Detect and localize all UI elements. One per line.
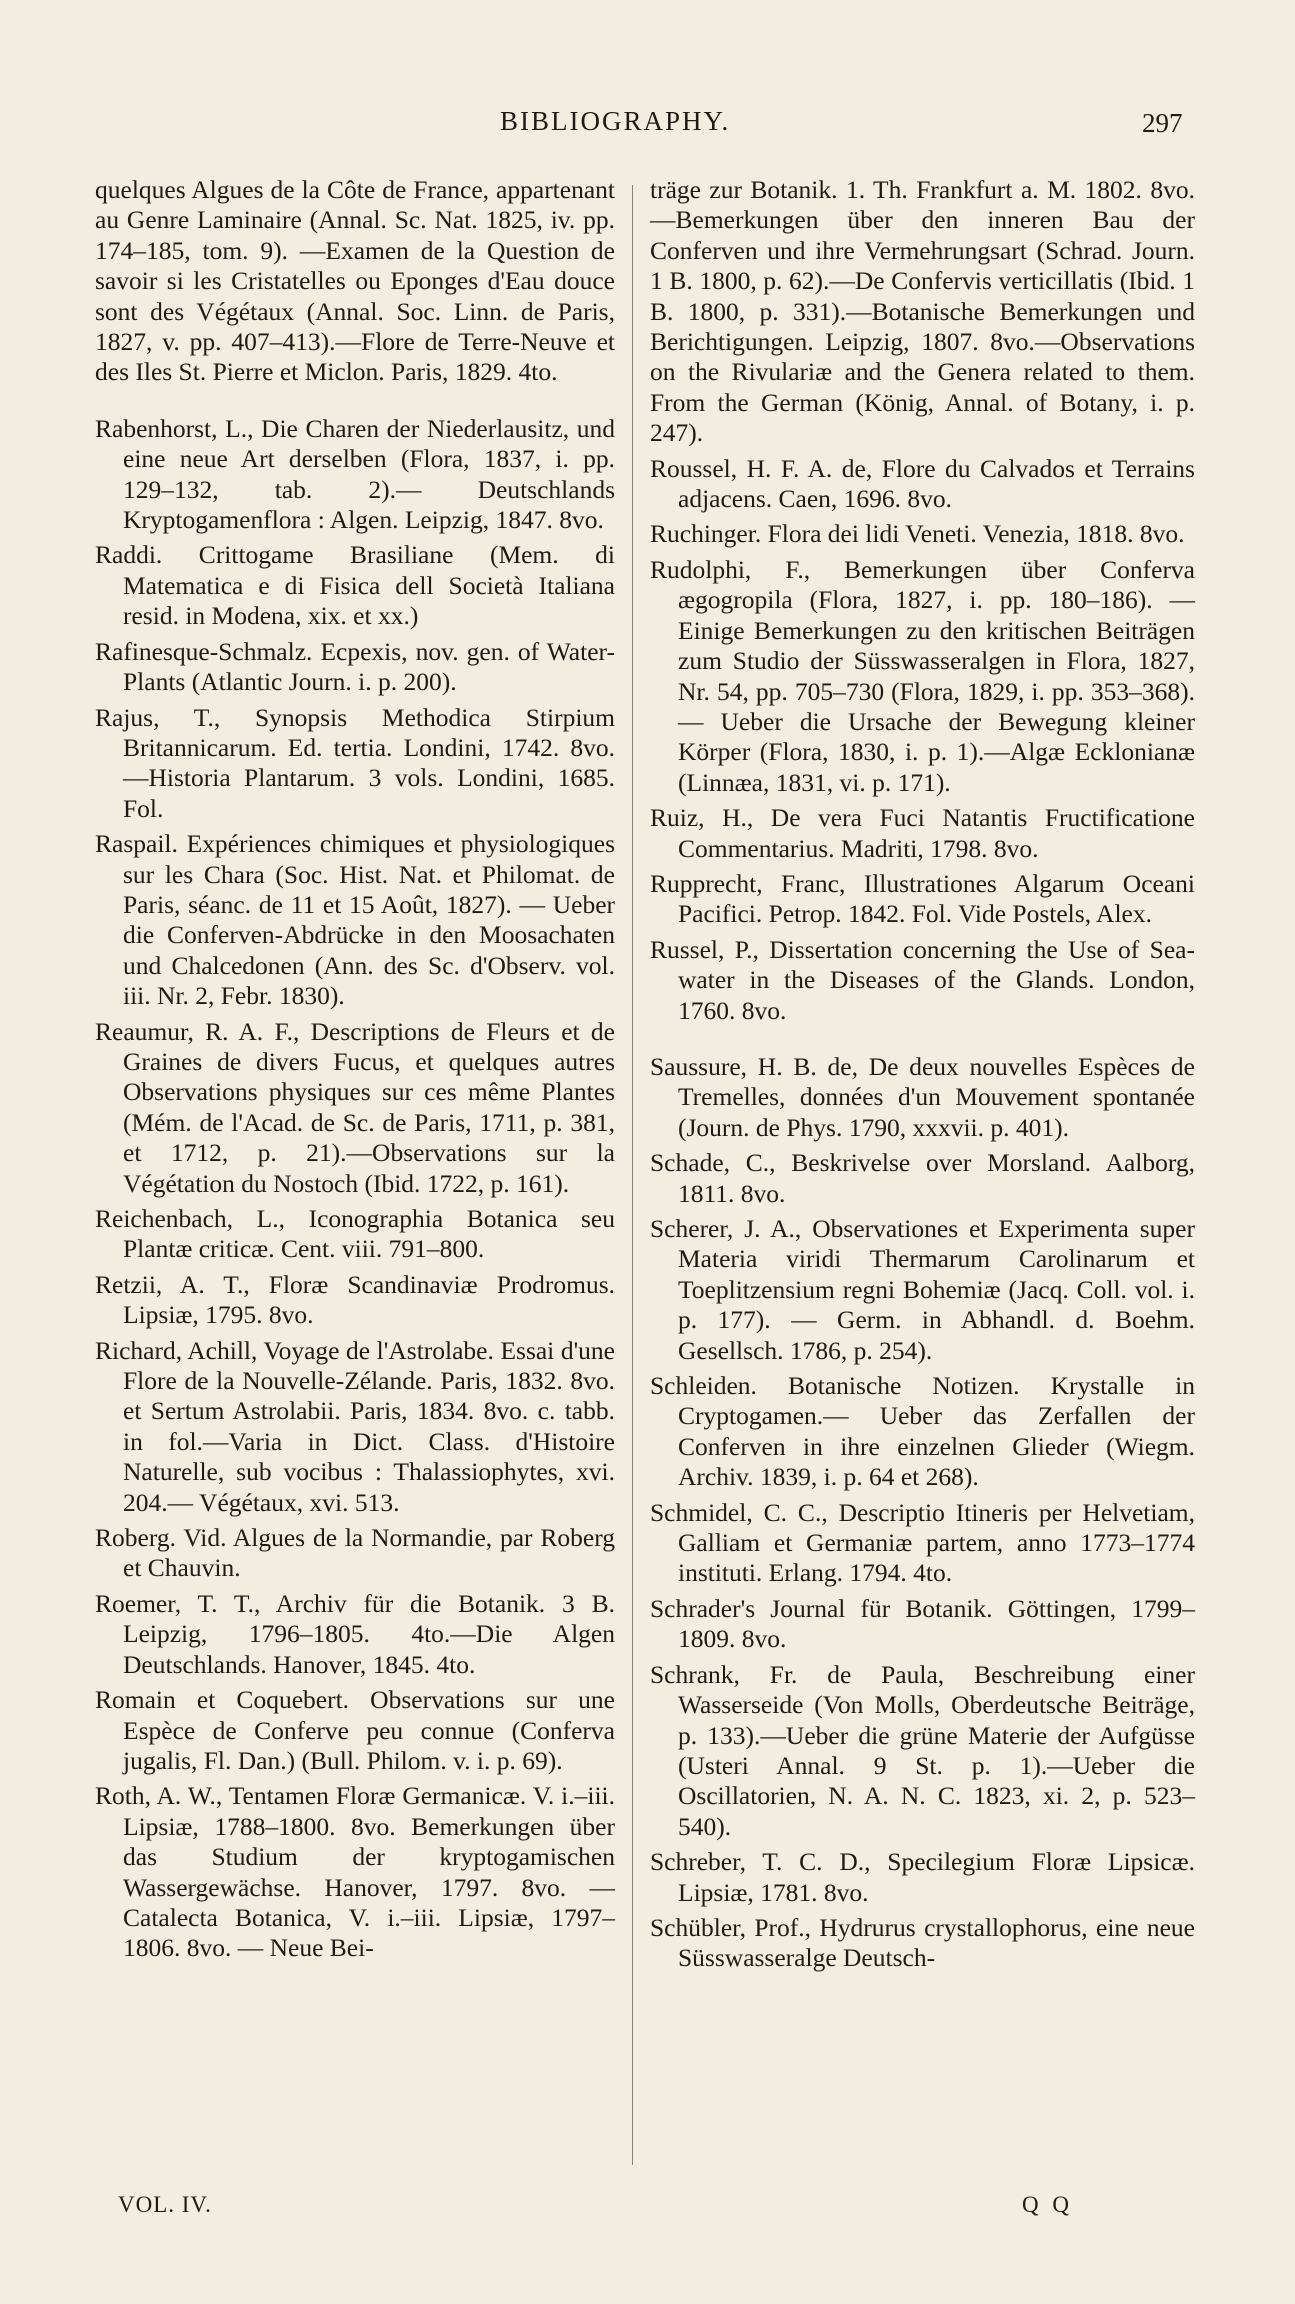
page-number: 297 bbox=[1142, 108, 1183, 138]
right-column bbox=[650, 175, 1195, 1979]
bibliography-entry: Reichenbach, L., Iconographia Botanica seu Plantæ criticæ. Cent. viii. 791–800. bbox=[95, 1204, 615, 1264]
bibliography-entry: Schrader's Journal für Botanik. Göttingen, 1799–1809. 8vo. bbox=[650, 1593, 1195, 1654]
bibliography-entry: Rabenhorst, L., Die Charen der Niederlausitz, und eine neue Art derselben (Flora, 1837, i. pp. 129–132, tab. 2).— Deutschlands Kryptogamenflora : Algen. Leipzig, 1847. 8vo. bbox=[95, 413, 615, 535]
bibliography-entry: Rafinesque-Schmalz. Ecpexis, nov. gen. of Water-Plants (Atlantic Journ. i. p. 200). bbox=[95, 636, 615, 697]
bibliography-entry: Schrank, Fr. de Paula, Beschreibung einer Wasserseide (Von Molls, Oberdeutsche Beiträge, p. 133).—Ueber die grüne Materie der Aufgüsse (Usteri Annal. 9 St. p. 1).—Ueber die Oscillatorien, N. A. N. C. 1823, xi. 2, p. 523–540). bbox=[650, 1659, 1195, 1841]
sheet-signature: Q Q bbox=[1022, 2192, 1073, 2217]
bibliography-entry: Rupprecht, Franc, Illustrationes Algarum Oceani Pacifici. Petrop. 1842. Fol. Vide Postels, Alex. bbox=[650, 868, 1195, 929]
page-footer bbox=[0, 2192, 1295, 2232]
bibliography-entry: Roth, A. W., Tentamen Floræ Germanicæ. V. i.–iii. Lipsiæ, 1788–1800. 8vo. Bemerkungen über das Studium der kryptogamischen Wassergewächse. Hanover, 1797. 8vo. —Catalecta Botanica, V. i.–iii. Lipsiæ, 1797–1806. 8vo. — Neue Bei- bbox=[95, 1781, 615, 1963]
bibliography-entry: Ruiz, H., De vera Fuci Natantis Fructificatione Commentarius. Madriti, 1798. 8vo. bbox=[650, 803, 1195, 863]
bibliography-entry: Saussure, H. B. de, De deux nouvelles Espèces de Tremelles, données d'un Mouvement spontanée (Journ. de Phys. 1790, xxxvii. p. 401). bbox=[650, 1051, 1195, 1142]
page-title: BIBLIOGRAPHY. bbox=[500, 106, 731, 136]
bibliography-entry: Roemer, T. T., Archiv für die Botanik. 3 B. Leipzig, 1796–1805. 4to.—Die Algen Deutschlands. Hanover, 1845. 4to. bbox=[95, 1588, 615, 1679]
bibliography-entry: träge zur Botanik. 1. Th. Frankfurt a. M. 1802. 8vo.—Bemerkungen über den inneren Bau der Conferven und ihre Vermehrungsart (Schrad. Journ. 1 B. 1800, p. 62).—De Confervis verticillatis (Ibid. 1 B. 1800, p. 331).—Botanische Bemerkungen und Berichtigungen. Leipzig, 1807. 8vo.—Observations on the Rivulariæ and the Genera related to them. From the German (König, Annal. of Botany, i. p. 247). bbox=[650, 175, 1195, 448]
bibliography-entry: Rajus, T., Synopsis Methodica Stirpium Britannicarum. Ed. tertia. Londini, 1742. 8vo.—Historia Plantarum. 3 vols. Londini, 1685. Fol. bbox=[95, 702, 615, 823]
left-column bbox=[95, 175, 615, 1969]
column-rule bbox=[632, 185, 633, 2165]
bibliography-entry: Schade, C., Beskrivelse over Morsland. Aalborg, 1811. 8vo. bbox=[650, 1148, 1195, 1208]
bibliography-entry: Schreber, T. C. D., Specilegium Floræ Lipsicæ. Lipsiæ, 1781. 8vo. bbox=[650, 1847, 1195, 1907]
bibliography-entry: Schleiden. Botanische Notizen. Krystalle in Cryptogamen.— Ueber das Zerfallen der Conferven in ihre einzelnen Glieder (Wiegm. Archiv. 1839, i. p. 64 et 268). bbox=[650, 1371, 1195, 1492]
bibliography-entry: Rudolphi, F., Bemerkungen über Conferva ægogropila (Flora, 1827, i. pp. 180–186). —Einige Bemerkungen zu den kritischen Beiträgen zum Studio der Süsswasseralgen in Flora, 1827, Nr. 54, pp. 705–730 (Flora, 1829, i. pp. 353–368). — Ueber die Ursache der Bewegung kleiner Körper (Flora, 1830, i. p. 1).—Algæ Ecklonianæ (Linnæa, 1831, vi. p. 171). bbox=[650, 554, 1195, 797]
bibliography-entry: quelques Algues de la Côte de France, appartenant au Genre Laminaire (Annal. Sc. Nat. 1825, iv. pp. 174–185, tom. 9). —Examen de la Question de savoir si les Cristatelles ou Eponges d'Eau douce sont des Végétaux (Annal. Soc. Linn. de Paris, 1827, v. pp. 407–413).—Flore de Terre-Neuve et des Iles St. Pierre et Miclon. Paris, 1829. 4to. bbox=[95, 175, 615, 387]
bibliography-entry: Russel, P., Dissertation concerning the Use of Sea-water in the Diseases of the Glands. London, 1760. 8vo. bbox=[650, 934, 1195, 1025]
bibliography-entry: Richard, Achill, Voyage de l'Astrolabe. Essai d'une Flore de la Nouvelle-Zélande. Paris, 1832. 8vo. et Sertum Astrolabii. Paris, 1834. 8vo. c. tabb. in fol.—Varia in Dict. Class. d'Histoire Naturelle, sub vocibus : Thalassiophytes, xvi. 204.— Végétaux, xvi. 513. bbox=[95, 1335, 615, 1517]
bibliography-entry: Ruchinger. Flora dei lidi Veneti. Venezia, 1818. 8vo. bbox=[650, 519, 1185, 549]
bibliography-entry: Roussel, H. F. A. de, Flore du Calvados et Terrains adjacens. Caen, 1696. 8vo. bbox=[650, 453, 1195, 514]
bibliography-entry: Roberg. Vid. Algues de la Normandie, par Roberg et Chauvin. bbox=[95, 1523, 615, 1583]
bibliography-entry: Raddi. Crittogame Brasiliane (Mem. di Matematica e di Fisica dell Società Italiana resid. in Modena, xix. et xx.) bbox=[95, 540, 615, 631]
bibliography-entry: Reaumur, R. A. F., Descriptions de Fleurs et de Graines de divers Fucus, et quelques autres Observations physiques sur ces même Plantes (Mém. de l'Acad. de Sc. de Paris, 1711, p. 381, et 1712, p. 21).—Observations sur la Végétation du Nostoch (Ibid. 1722, p. 161). bbox=[95, 1016, 615, 1198]
bibliography-entry: Schübler, Prof., Hydrurus crystallophorus, eine neue Süsswasseralge Deutsch- bbox=[650, 1912, 1195, 1973]
running-head bbox=[0, 106, 1295, 146]
bibliography-entry: Romain et Coquebert. Observations sur une Espèce de Conferve peu connue (Conferva jugalis, Fl. Dan.) (Bull. Philom. v. i. p. 69). bbox=[95, 1685, 615, 1775]
bibliography-entry: Scherer, J. A., Observationes et Experimenta super Materia viridi Thermarum Carolinarum et Toeplitzensium regni Bohemiæ (Jacq. Coll. vol. i. p. 177). — Germ. in Abhandl. d. Boehm. Gesellsch. 1786, p. 254). bbox=[650, 1214, 1195, 1365]
bibliography-entry: Retzii, A. T., Floræ Scandinaviæ Prodromus. Lipsiæ, 1795. 8vo. bbox=[95, 1269, 615, 1330]
volume-signature: VOL. IV. bbox=[118, 2192, 212, 2217]
bibliography-entry: Raspail. Expériences chimiques et physiologiques sur les Chara (Soc. Hist. Nat. et Philomat. de Paris, séanc. de 11 et 15 Août, 1827). — Ueber die Conferven-Abdrücke in den Moosachaten und Chalcedonen (Ann. des Sc. d'Observ. vol. iii. Nr. 2, Febr. 1830). bbox=[95, 829, 615, 1011]
bibliography-entry: Schmidel, C. C., Descriptio Itineris per Helvetiam, Galliam et Germaniæ partem, anno 1773–1774 instituti. Erlang. 1794. 4to. bbox=[650, 1497, 1195, 1588]
